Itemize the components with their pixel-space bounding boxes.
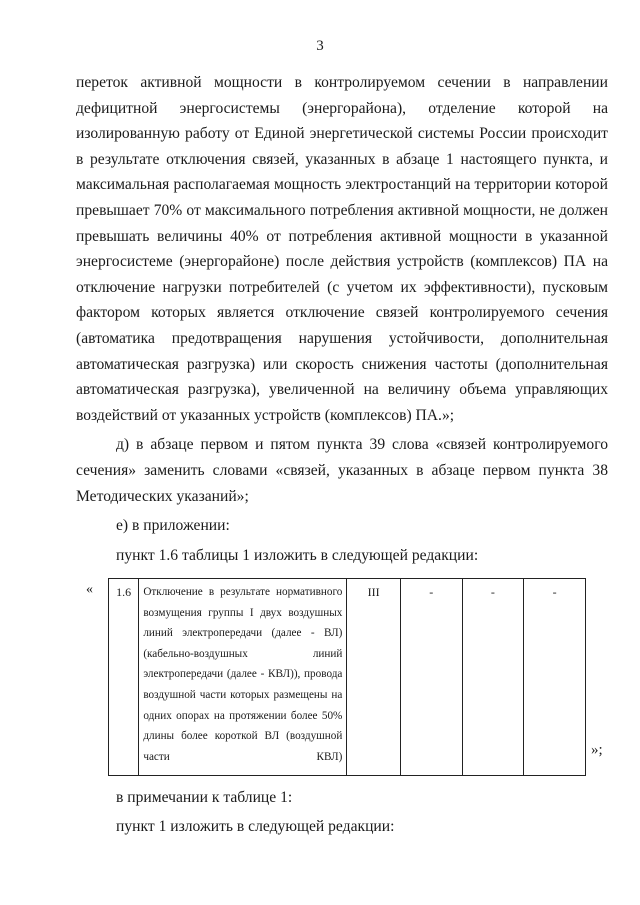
page-number: 3	[316, 38, 324, 54]
paragraph-note-item: пункт 1 изложить в следующей редакции:	[116, 818, 395, 835]
paragraph-note-intro: в примечании к таблице 1:	[116, 789, 293, 806]
paragraph-item-e: е) в приложении:	[116, 517, 230, 535]
cell-col5: -	[462, 579, 524, 776]
body-text	[76, 70, 608, 568]
after-table-text	[76, 783, 608, 841]
cell-category: III	[347, 579, 400, 776]
close-quote: »;	[591, 742, 603, 758]
cell-number: 1.6	[109, 579, 139, 776]
open-quote: «	[86, 582, 93, 597]
paragraph-continuation: переток активной мощности в контролируемом сечении в направлении дефицитной энергосистемы (энергорайона), отделение которой на изолированную работу от Единой энергетической системы России происходит в результате отключения связей, указанных в абзаце 1 настоящего пункта, и максимальная располагаемая мощность электростанций на территории которой превышает 70% от максимального потребления активной мощности, не должен превышать величины 40% от потребления активной мощности в указанной энергосистеме (энергорайоне) после действия устройств (комплексов) ПА на отключение нагрузки потребителей (с учетом их эффективности), пусковым фактором которых является отключение связей контролируемого сечения (автоматика предотвращения нарушения устойчивости, дополнительная автоматическая разгрузка) или скорость снижения частоты (дополнительная автоматическая разгрузка), увеличенной на величину объема управляющих воздействий от указанных устройств (комплексов) ПА.»;	[76, 74, 608, 424]
paragraph-table-intro: пункт 1.6 таблицы 1 изложить в следующей редакции:	[116, 546, 479, 564]
amendment-table	[108, 578, 586, 776]
cell-col4: -	[400, 579, 462, 776]
paragraph-item-d: д) в абзаце первом и пятом пункта 39 слова «связей контролируемого сечения» заменить словами «связей, указанных в абзаце первом пункта 38 Методических указаний»;	[76, 436, 608, 505]
cell-col6: -	[524, 579, 586, 776]
cell-description: Отключение в результате нормативного возмущения группы I двух воздушных линий электропередачи (далее - ВЛ) (кабельно-воздушных линий электропередачи (далее - КВЛ)), провода воздушной части которых размещены на одних опорах на протяжении более 50% длины более короткой ВЛ (воздушной части КВЛ)	[139, 579, 347, 776]
table-row	[109, 579, 586, 776]
amendment-table-block	[86, 578, 620, 778]
